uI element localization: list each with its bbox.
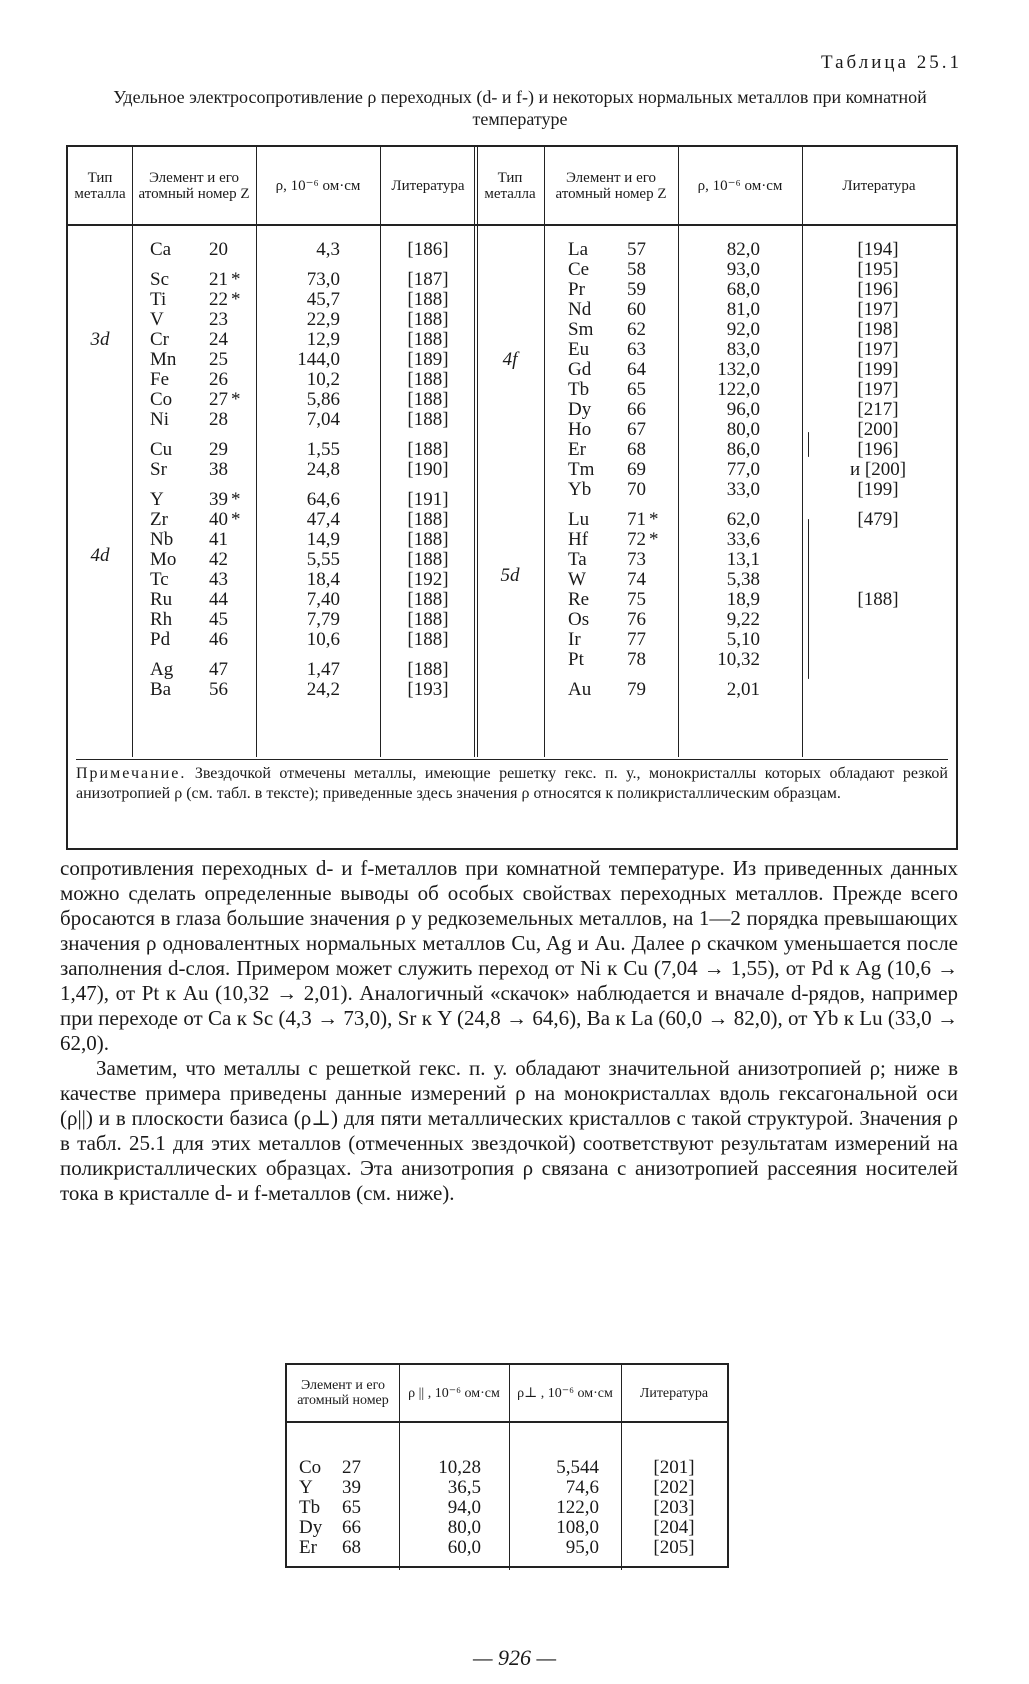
element-symbol: Os [568,609,590,630]
element-cell [568,479,663,500]
atomic-number: 45 [209,609,228,630]
reference: [196] [857,439,899,460]
atomic-number: 74 [627,569,646,590]
element-cell [150,569,245,590]
element-cell [299,1537,361,1558]
element-symbol: Mo [150,549,177,570]
element-cell [150,679,245,700]
element-cell [568,359,663,380]
atomic-number: 69 [627,459,646,480]
atomic-number: 78 [627,649,646,670]
rho-value: 93,0 [726,259,760,280]
header-type-right: Тип металла [476,147,544,226]
element-symbol: Cu [150,439,173,460]
atomic-number: 64 [627,359,646,380]
element-cell [568,609,663,630]
element-symbol: Ag [150,659,174,680]
atomic-number: 39 [342,1477,361,1498]
brace [808,519,809,679]
element-symbol: Sc [150,269,169,290]
rho-perpendicular: 95,0 [565,1537,599,1558]
rho-value: 12,9 [306,329,340,350]
element-symbol: Co [299,1457,322,1478]
element-symbol: W [568,569,586,590]
reference: [188] [407,309,449,330]
header-rho-left: ρ, 10⁻⁶ ом·см [256,147,380,226]
atomic-number: 62 [627,319,646,340]
rho-value: 18,9 [726,589,760,610]
page-number: — 926 — [472,1645,557,1670]
type-label-5d: 5d [500,565,520,586]
reference: [197] [857,299,899,320]
element-symbol: Fe [150,369,169,390]
hcp-marker: * [231,509,241,530]
rho-parallel: 94,0 [447,1497,481,1518]
atomic-number: 66 [342,1517,361,1538]
header-type-left: Тип металла [68,147,132,226]
small-header-rho-par: ρ || , 10⁻⁶ ом·см [399,1365,509,1423]
atomic-number: 68 [342,1537,361,1558]
atomic-number: 23 [209,309,228,330]
atomic-number: 43 [209,569,228,590]
rho-value: 7,04 [306,409,340,430]
reference: [197] [857,379,899,400]
atomic-number: 46 [209,629,228,650]
col-divider [802,147,803,757]
element-cell [568,339,663,360]
reference [828,529,928,550]
reference: [189] [407,349,449,370]
rho-value: 24,2 [306,679,340,700]
header-element-right: Элемент и его атомный номер Z [544,147,678,226]
atomic-number: 39 [209,489,228,510]
element-cell [568,279,663,300]
rho-value: 2,01 [726,679,760,700]
element-cell [568,259,663,280]
atomic-number: 75 [627,589,646,610]
element-symbol: Ti [150,289,167,310]
element-symbol: Y [150,489,164,510]
header-element-left: Элемент и его атомный номер Z [132,147,256,226]
element-cell [150,659,245,680]
brace [808,432,809,457]
element-symbol: Ni [150,409,169,430]
atomic-number: 65 [342,1497,361,1518]
reference: [188] [407,549,449,570]
rho-value: 77,0 [726,459,760,480]
atomic-number: 20 [209,239,228,260]
element-cell [568,529,663,550]
reference: [190] [407,459,449,480]
reference: [199] [857,359,899,380]
element-symbol: Mn [150,349,177,370]
rho-value: 14,9 [306,529,340,550]
reference [828,629,928,650]
rho-value: 132,0 [717,359,760,380]
element-cell [150,269,245,290]
reference: и [200] [849,459,907,480]
rho-value: 64,6 [306,489,340,510]
atomic-number: 67 [627,419,646,440]
rho-value: 10,2 [306,369,340,390]
atomic-number: 71 [627,509,646,530]
rho-value: 81,0 [726,299,760,320]
element-cell [568,319,663,340]
reference: [199] [857,479,899,500]
element-symbol: Tm [568,459,595,480]
reference: [188] [407,439,449,460]
atomic-number: 56 [209,679,228,700]
reference [828,549,928,570]
reference: [192] [407,569,449,590]
rho-parallel: 60,0 [447,1537,481,1558]
rho-parallel: 80,0 [447,1517,481,1538]
reference [828,569,928,590]
element-symbol: Ru [150,589,173,610]
element-symbol: Au [568,679,592,700]
rho-value: 73,0 [306,269,340,290]
element-symbol: Dy [299,1517,323,1538]
atomic-number: 79 [627,679,646,700]
anisotropy-table [285,1363,729,1568]
rho-value: 33,0 [726,479,760,500]
reference: [200] [857,419,899,440]
paragraph: сопротивления переходных d- и f-металлов при комнатной температуре. Из приведенных данных можно сделать определенные выводы об особых свойствах переходных металлов. Прежде всего бросаются в глаза большие значения ρ у редкоземельных металлов, на 1—2 порядка превышающих значения ρ одновалентных нормальных металлов Cu, Ag и Au. Далее ρ скачком уменьшается после заполнения d-слоя. Примером может служить переход от Ni к Cu (7,04 → 1,55), от Pd к Ag (10,6 → 1,47), от Pt к Au (10,32 → 2,01). Аналогичный «скачок» наблюдается и вначале d-рядов, например при переходе от Ca к Sc (4,3 → 73,0), Sr к Y (24,8 → 64,6), Ba к La (60,0 → 82,0), от Yb к Lu (33,0 → 62,0). [60,856,958,1055]
hcp-marker: * [649,509,659,530]
reference: [188] [407,409,449,430]
atomic-number: 38 [209,459,228,480]
reference: [193] [407,679,449,700]
main-table [66,145,958,850]
reference [828,609,928,630]
rho-value: 10,6 [306,629,340,650]
col-divider [256,147,257,757]
rho-value: 80,0 [726,419,760,440]
element-symbol: Er [299,1537,317,1558]
note-text: Звездочкой отмечены металлы, имеющие решетку гекс. п. у., монокристаллы которых обладают резкой анизотропией ρ (см. табл. в тексте); приведенные здесь значения ρ относятся к поликристаллическим образцам. [76,765,948,802]
reference: [203] [653,1497,695,1518]
element-symbol: Ca [150,239,172,260]
element-symbol: Pr [568,279,585,300]
rho-value: 22,9 [306,309,340,330]
element-symbol: Ba [150,679,172,700]
reference: [198] [857,319,899,340]
table-number: Таблица 25.1 [820,52,962,73]
atomic-number: 21 [209,269,228,290]
element-cell [150,239,245,260]
small-header-element: Элемент и его атомный номер [287,1365,399,1423]
table-caption: Удельное электросопротивление ρ переходных (d- и f-) и некоторых нормальных металлов при комнатной температуре [113,87,927,129]
reference: [188] [407,629,449,650]
rho-value: 144,0 [297,349,340,370]
rho-value: 5,86 [306,389,340,410]
atomic-number: 68 [627,439,646,460]
element-cell [568,379,663,400]
rho-value: 5,10 [726,629,760,650]
rho-value: 122,0 [717,379,760,400]
atomic-number: 59 [627,279,646,300]
reference: [186] [407,239,449,260]
atomic-number: 77 [627,629,646,650]
reference: [197] [857,339,899,360]
rho-value: 24,8 [306,459,340,480]
reference: [205] [653,1537,695,1558]
atomic-number: 40 [209,509,228,530]
element-cell [568,299,663,320]
element-cell [150,439,245,460]
element-symbol: Ir [568,629,581,650]
rho-value: 33,6 [726,529,760,550]
element-cell [299,1457,361,1478]
rho-parallel: 36,5 [447,1477,481,1498]
reference [828,679,928,700]
element-symbol: Sr [150,459,167,480]
element-cell [299,1517,361,1538]
reference: [188] [407,289,449,310]
element-cell [150,389,245,410]
rho-value: 86,0 [726,439,760,460]
element-cell [568,239,663,260]
reference: [188] [407,369,449,390]
reference: [201] [653,1457,695,1478]
rho-value: 5,38 [726,569,760,590]
element-cell [568,679,663,700]
rho-value: 5,55 [306,549,340,570]
reference: [188] [407,329,449,350]
rho-parallel: 10,28 [438,1457,481,1478]
element-symbol: Gd [568,359,592,380]
header-lit-right: Литература [802,147,956,226]
table-note [76,759,948,804]
small-header-lit: Литература [621,1365,727,1423]
atomic-number: 28 [209,409,228,430]
atomic-number: 63 [627,339,646,360]
rho-value: 4,3 [316,239,340,260]
atomic-number: 29 [209,439,228,460]
body-text [60,856,958,1206]
element-cell [568,589,663,610]
element-symbol: Zr [150,509,168,530]
reference: [196] [857,279,899,300]
element-cell [568,569,663,590]
reference: [187] [407,269,449,290]
element-cell [568,649,663,670]
col-divider [678,147,679,757]
reference: [188] [407,589,449,610]
atomic-number: 65 [627,379,646,400]
element-symbol: Yb [568,479,592,500]
col-divider [544,147,545,757]
rho-value: 1,47 [306,659,340,680]
element-cell [568,439,663,460]
element-cell [568,459,663,480]
atomic-number: 73 [627,549,646,570]
reference: [217] [857,399,899,420]
reference [828,649,928,670]
rho-value: 92,0 [726,319,760,340]
small-header-rho-perp: ρ⊥ , 10⁻⁶ ом·см [509,1365,621,1423]
reference: [194] [857,239,899,260]
atomic-number: 27 [342,1457,361,1478]
reference: [479] [857,509,899,530]
atomic-number: 41 [209,529,228,550]
element-cell [568,549,663,570]
element-cell [299,1497,361,1518]
rho-value: 9,22 [726,609,760,630]
hcp-marker: * [231,289,241,310]
element-cell [150,329,245,350]
atomic-number: 27 [209,389,228,410]
atomic-number: 42 [209,549,228,570]
reference: [195] [857,259,899,280]
atomic-number: 58 [627,259,646,280]
rho-value: 82,0 [726,239,760,260]
atomic-number: 22 [209,289,228,310]
reference: [188] [407,659,449,680]
type-label-4d: 4d [90,545,110,566]
atomic-number: 66 [627,399,646,420]
element-cell [150,369,245,390]
element-symbol: Ho [568,419,592,440]
element-symbol: V [150,309,164,330]
element-symbol: Pt [568,649,584,670]
element-cell [150,609,245,630]
reference: [191] [407,489,449,510]
rho-value: 18,4 [306,569,340,590]
element-cell [568,509,663,530]
element-cell [150,309,245,330]
element-symbol: Nd [568,299,592,320]
atomic-number: 72 [627,529,646,550]
rho-value: 10,32 [717,649,760,670]
rho-value: 83,0 [726,339,760,360]
reference: [188] [857,589,899,610]
reference: [204] [653,1517,695,1538]
rho-value: 47,4 [306,509,340,530]
element-symbol: Sm [568,319,594,340]
element-symbol: Y [299,1477,313,1498]
element-symbol: Cr [150,329,169,350]
reference: [202] [653,1477,695,1498]
element-cell [150,529,245,550]
element-cell [150,349,245,370]
element-cell [568,419,663,440]
rho-perpendicular: 5,544 [556,1457,599,1478]
header-rho-right: ρ, 10⁻⁶ ом·см [678,147,802,226]
element-symbol: Nb [150,529,174,550]
hcp-marker: * [231,269,241,290]
rho-value: 7,40 [306,589,340,610]
element-symbol: Re [568,589,590,610]
element-symbol: Er [568,439,586,460]
rho-value: 62,0 [726,509,760,530]
atomic-number: 25 [209,349,228,370]
atomic-number: 26 [209,369,228,390]
rho-value: 68,0 [726,279,760,300]
type-label-4f: 4f [502,349,518,370]
reference: [188] [407,529,449,550]
element-cell [299,1477,361,1498]
element-cell [150,589,245,610]
element-symbol: Lu [568,509,590,530]
rho-value: 13,1 [726,549,760,570]
element-symbol: Hf [568,529,589,550]
atomic-number: 60 [627,299,646,320]
element-cell [150,629,245,650]
rho-perpendicular: 122,0 [556,1497,599,1518]
element-symbol: Tc [150,569,169,590]
atomic-number: 47 [209,659,228,680]
atomic-number: 57 [627,239,646,260]
element-symbol: Ce [568,259,590,280]
element-cell [150,409,245,430]
col-divider [132,147,133,757]
atomic-number: 76 [627,609,646,630]
element-cell [568,629,663,650]
rho-value: 7,79 [306,609,340,630]
reference: [188] [407,509,449,530]
hcp-marker: * [231,489,241,510]
atomic-number: 44 [209,589,228,610]
hcp-marker: * [231,389,241,410]
atomic-number: 70 [627,479,646,500]
element-symbol: Pd [150,629,171,650]
element-symbol: Co [150,389,173,410]
atomic-number: 24 [209,329,228,350]
rho-perpendicular: 74,6 [565,1477,599,1498]
element-cell [150,549,245,570]
element-symbol: Ta [568,549,587,570]
element-symbol: Tb [568,379,590,400]
rho-value: 96,0 [726,399,760,420]
element-symbol: Tb [299,1497,321,1518]
element-symbol: Eu [568,339,590,360]
element-symbol: La [568,239,589,260]
element-cell [150,289,245,310]
type-label-3d: 3d [90,329,110,350]
element-symbol: Dy [568,399,592,420]
rho-value: 45,7 [306,289,340,310]
hcp-marker: * [649,529,659,550]
header-lit-left: Литература [380,147,476,226]
element-cell [150,459,245,480]
rho-value: 1,55 [306,439,340,460]
paragraph: Заметим, что металлы с решеткой гекс. п. у. обладают значительной анизотропией ρ; ниже в качестве примера приведены данные измерений ρ на монокристаллах вдоль гексагональной оси (ρ||) и в плоскости базиса (ρ⊥) для пяти металлических кристаллов с такой структурой. Значения ρ в табл. 25.1 для этих металлов (отмеченных звездочкой) соответствуют результатам измерений на поликристаллических образцах. Эта анизотропия ρ связана с анизотропией рассеяния носителей тока в кристалле d- и f-металлов (см. ниже). [60,1056,958,1205]
reference: [188] [407,609,449,630]
element-symbol: Rh [150,609,173,630]
rho-perpendicular: 108,0 [556,1517,599,1538]
element-cell [150,509,245,530]
reference: [188] [407,389,449,410]
element-cell [568,399,663,420]
element-cell [150,489,245,510]
note-label: Примечание. [76,765,187,782]
